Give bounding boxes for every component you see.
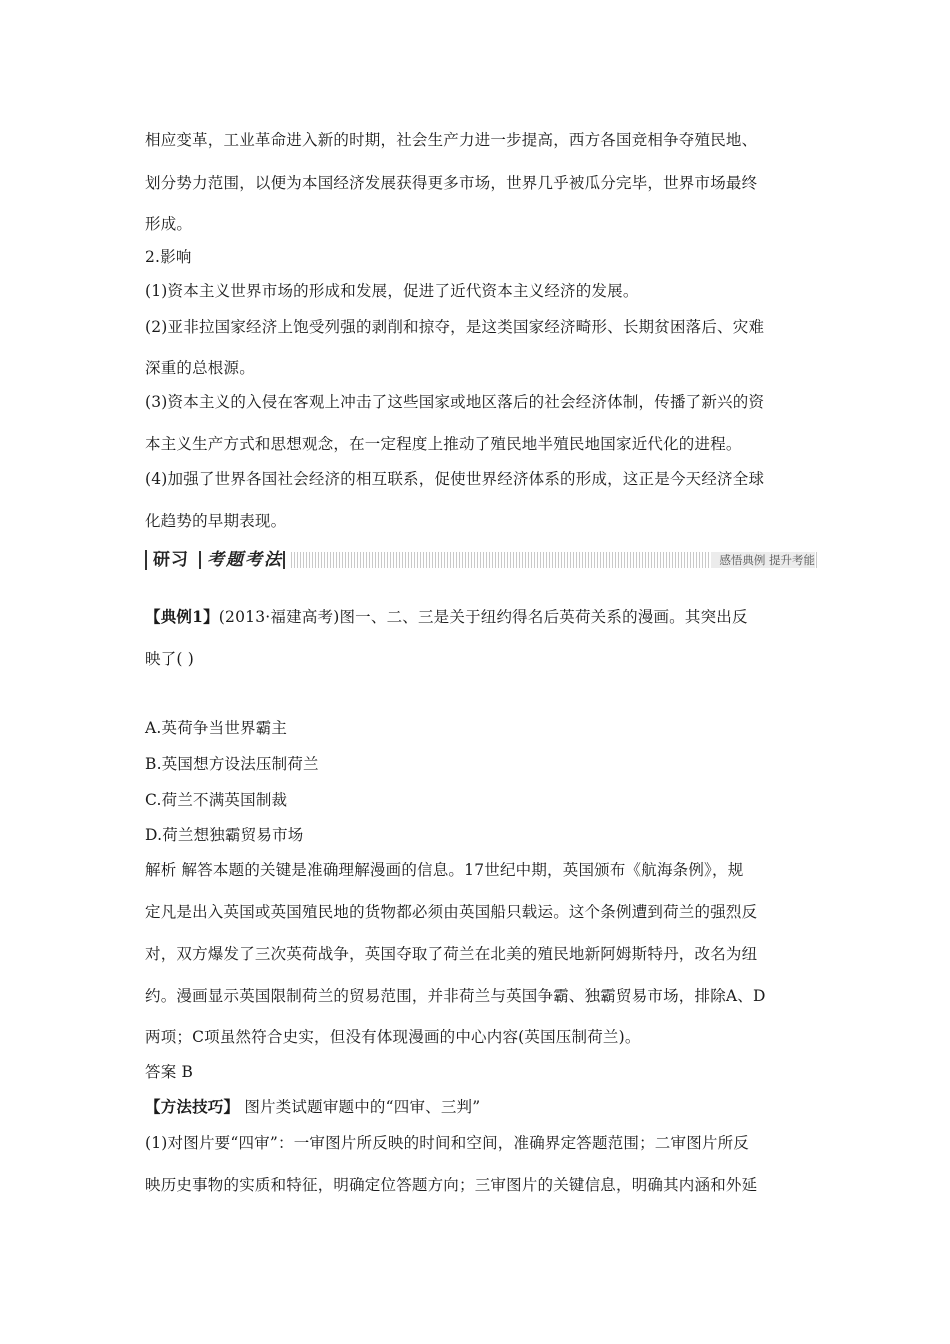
- example-tag: 【典例1】: [145, 607, 219, 626]
- option-a: A.英荷争当世界霸主: [145, 719, 288, 737]
- section-banner: [145, 548, 817, 572]
- list-item: (4)加强了世界各国社会经济的相互联系，促使世界经济体系的形成，这正是今天经济全球: [145, 470, 765, 488]
- paragraph-line: 划分势力范围，以便为本国经济发展获得更多市场，世界几乎被瓜分完毕，世界市场最终: [145, 174, 758, 192]
- analysis-line: 解析 解答本题的关键是准确理解漫画的信息。17世纪中期，英国颁布《航海条例》，规: [145, 861, 744, 879]
- method-heading: [145, 1097, 825, 1117]
- method-line: (1)对图片要“四审”：一审图片所反映的时间和空间，准确界定答题范围；二审图片所反: [145, 1134, 750, 1152]
- list-item: (2)亚非拉国家经济上饱受列强的剥削和掠夺，是这类国家经济畸形、长期贫困落后、灾难: [145, 318, 765, 336]
- list-item: (1)资本主义世界市场的形成和发展，促进了近代资本主义经济的发展。: [145, 282, 639, 300]
- banner-divider: [145, 550, 147, 570]
- paragraph-line: 形成。: [145, 215, 193, 233]
- list-item-continuation: 化趋势的早期表现。: [145, 512, 287, 530]
- banner-slogan: 感悟典例 提升考能: [711, 552, 815, 568]
- banner-divider: [283, 551, 285, 569]
- analysis-line: 定凡是出入英国或英国殖民地的货物都必须由英国船只载运。这个条例遭到荷兰的强烈反: [145, 903, 758, 921]
- banner-title-part1: 研习: [153, 550, 189, 570]
- list-item: (3)资本主义的入侵在客观上冲击了这些国家或地区落后的社会经济体制，传播了新兴的资: [145, 393, 765, 411]
- analysis-line: 约。漫画显示英国限制荷兰的贸易范围，并非荷兰与英国争霸、独霸贸易市场，排除A、D: [145, 987, 766, 1005]
- section-heading: 2.影响: [145, 248, 192, 266]
- example-stem-line: [145, 607, 825, 627]
- answer-line: 答案 B: [145, 1063, 194, 1081]
- banner-title-part2: 考题考法: [207, 550, 283, 570]
- example-stem-line: 映了( ): [145, 650, 195, 668]
- option-b: B.英国想方设法压制荷兰: [145, 755, 319, 773]
- method-tag: 【方法技巧】: [145, 1097, 240, 1116]
- list-item-continuation: 深重的总根源。: [145, 359, 255, 377]
- analysis-line: 两项；C项虽然符合史实，但没有体现漫画的中心内容(英国压制荷兰)。: [145, 1028, 641, 1046]
- method-title: 图片类试题审题中的“四审、三判”: [239, 1098, 481, 1116]
- banner-divider: [199, 551, 201, 569]
- paragraph-line: 相应变革，工业革命进入新的时期，社会生产力进一步提高，西方各国竞相争夺殖民地、: [145, 131, 758, 149]
- analysis-line: 对，双方爆发了三次英荷战争，英国夺取了荷兰在北美的殖民地新阿姆斯特丹，改名为纽: [145, 945, 758, 963]
- option-c: C.荷兰不满英国制裁: [145, 791, 288, 809]
- option-d: D.荷兰想独霸贸易市场: [145, 826, 304, 844]
- example-stem: (2013·福建高考)图一、二、三是关于纽约得名后英荷关系的漫画。其突出反: [218, 608, 748, 626]
- method-line: 映历史事物的实质和特征，明确定位答题方向；三审图片的关键信息，明确其内涵和外延: [145, 1176, 758, 1194]
- list-item-continuation: 本主义生产方式和思想观念，在一定程度上推动了殖民地半殖民地国家近代化的进程。: [145, 435, 742, 453]
